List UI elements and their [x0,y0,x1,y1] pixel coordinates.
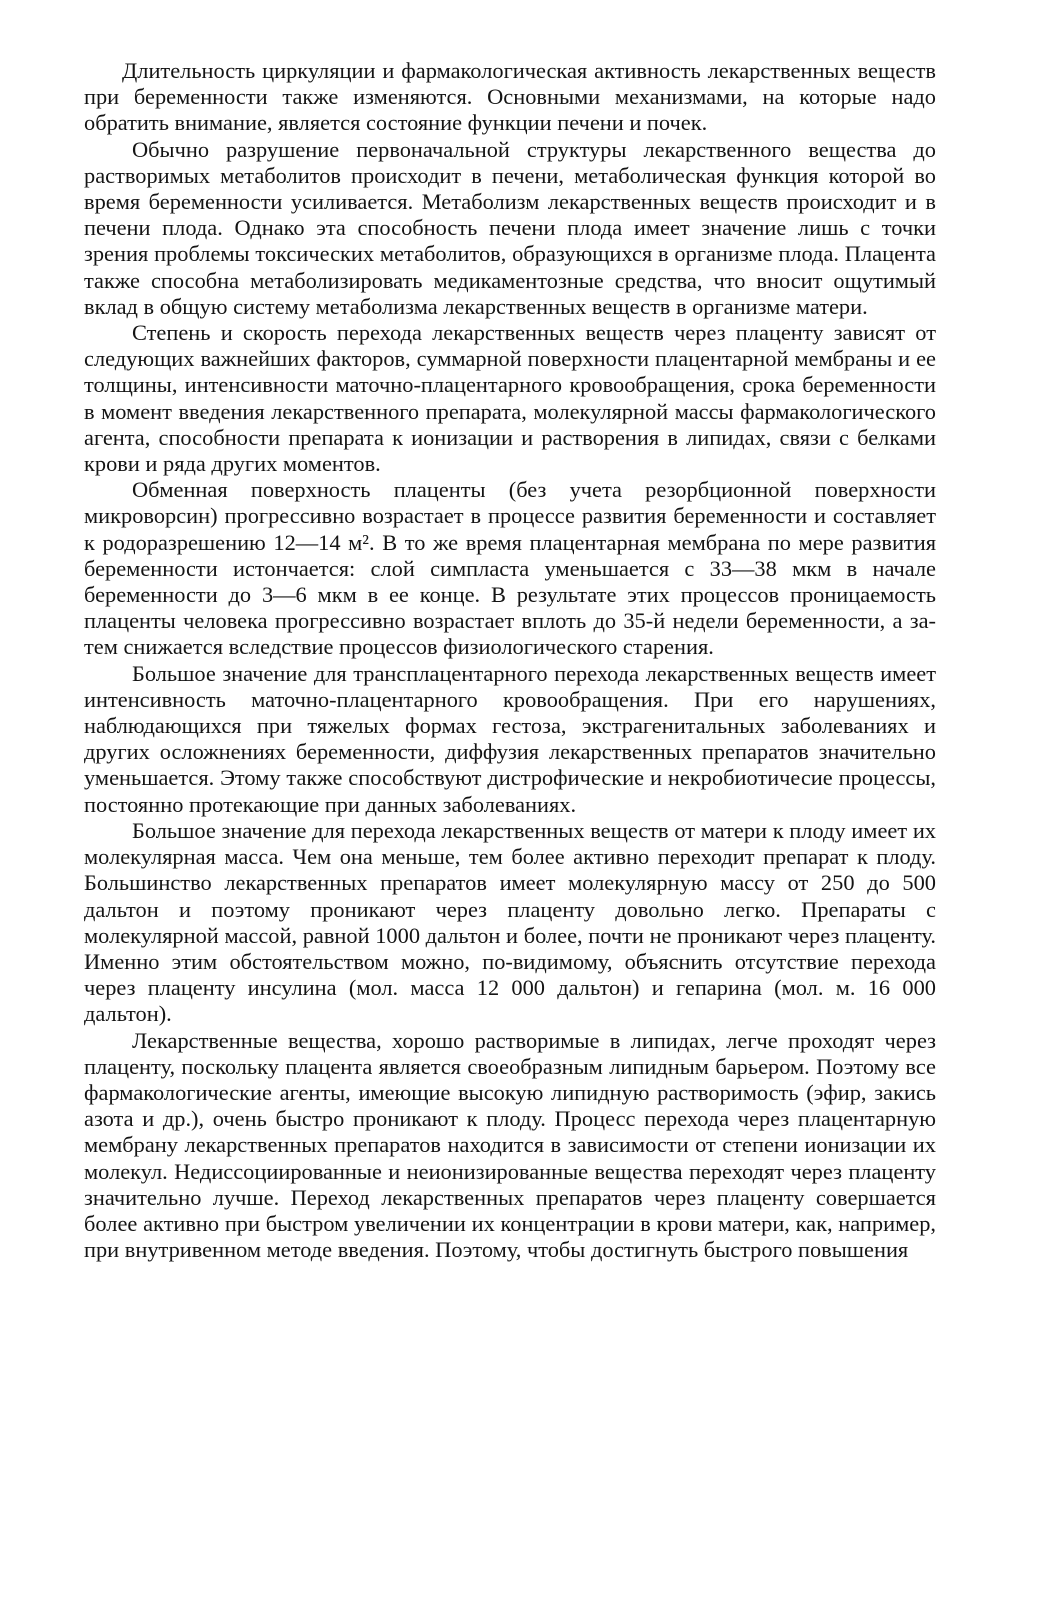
paragraph-circulation-intro: Длительность циркуляции и фармакологическая активность лекарственных веществ при беременности также изменяются. Основными механизмами, на которые надо обратить внимание, является состояние функции печени и почек. [84,58,936,136]
document-page [84,58,936,1263]
paragraph-lipid-solubility: Лекарственные вещества, хорошо растворимые в липидах, легче проходят через плаценту, поскольку плацента является своеобразным липидным барьером. Поэтому все фармакологические агенты, имеющие высокую липидную растворимость (эфир, закись азота и др.), очень быстро проникают к плоду. Процесс перехода через плацентарную мембрану лекарственных препаратов находится в зависимости от степени ионизации их молекул. Недиссоциированные и неионизированные вещества переходят через плаценту значительно лучше. Переход лекарственных препаратов через плаценту совершается более активно при быстром увеличении их концентрации в крови матери, как, например, при внутривенном методе введения. Поэтому, чтобы достигнуть быстрого повышения [84,1027,936,1263]
paragraph-blood-flow: Большое значение для трансплацентарного перехода лекарственных веществ имеет интенсивность маточно-плацентарного кровообращения. При его нарушениях, наблюдающихся при тяжелых формах гестоза, экстрагенитальных заболеваниях и других осложнениях беременности, диффузия лекарственных препаратов значительно уменьшается. Этому также способствуют дистрофические и некробиотичесие процессы, постоянно протекающие при данных заболеваниях. [84,660,936,817]
paragraph-exchange-surface: Обменная поверхность плаценты (без учета резорбционной поверхности микроворсин) прогрессивно возрастает в процессе развития беременности и составляет к родоразрешению 12—14 м². В то же время плацентарная мембрана по мере развития беременности истончается: слой симпласта уменьшается с 33—38 мкм в начале беременности до 3—6 мкм в ее конце. В результате этих процессов проницаемость плаценты человека прогрессивно возрастает вплоть до 35-й недели беременности, а затем снижается вследствие процессов физиологического старения. [84,477,936,660]
paragraph-molecular-mass: Большое значение для перехода лекарственных веществ от матери к плоду имеет их молекулярная масса. Чем она меньше, тем более активно переходит препарат к плоду. Большинство лекарственных препаратов имеет молекулярную массу от 250 до 500 дальтон и поэтому проникают через плаценту довольно легко. Препараты с молекулярной массой, равной 1000 дальтон и более, почти не проникают через плаценту. Именно этим обстоятельством можно, по-видимому, объяснить отсутствие перехода через плаценту инсулина (мол. масса 12 000 дальтон) и гепарина (мол. м. 16 000 дальтон). [84,817,936,1027]
paragraph-liver-metabolism: Обычно разрушение первоначальной структуры лекарственного вещества до растворимых метаболитов происходит в печени, метаболическая функция которой во время беременности усиливается. Метаболизм лекарственных веществ происходит и в печени плода. Однако эта способность печени плода имеет значение лишь с точки зрения проблемы токсических метаболитов, образующихся в организме плода. Плацента также способна метаболизировать медикаментозные средства, что вносит ощутимый вклад в общую систему метаболизма лекарственных веществ в организме матери. [84,136,936,319]
paragraph-transfer-factors: Степень и скорость перехода лекарственных веществ через плаценту зависят от следующих важнейших факторов, суммарной поверхности плацентарной мембраны и ее толщины, интенсивности маточно-плацентарного кровообращения, срока беременности в момент введения лекарственного препарата, молекулярной массы фармакологического агента, способности препарата к ионизации и растворения в липидах, связи с белками крови и ряда других моментов. [84,320,936,477]
